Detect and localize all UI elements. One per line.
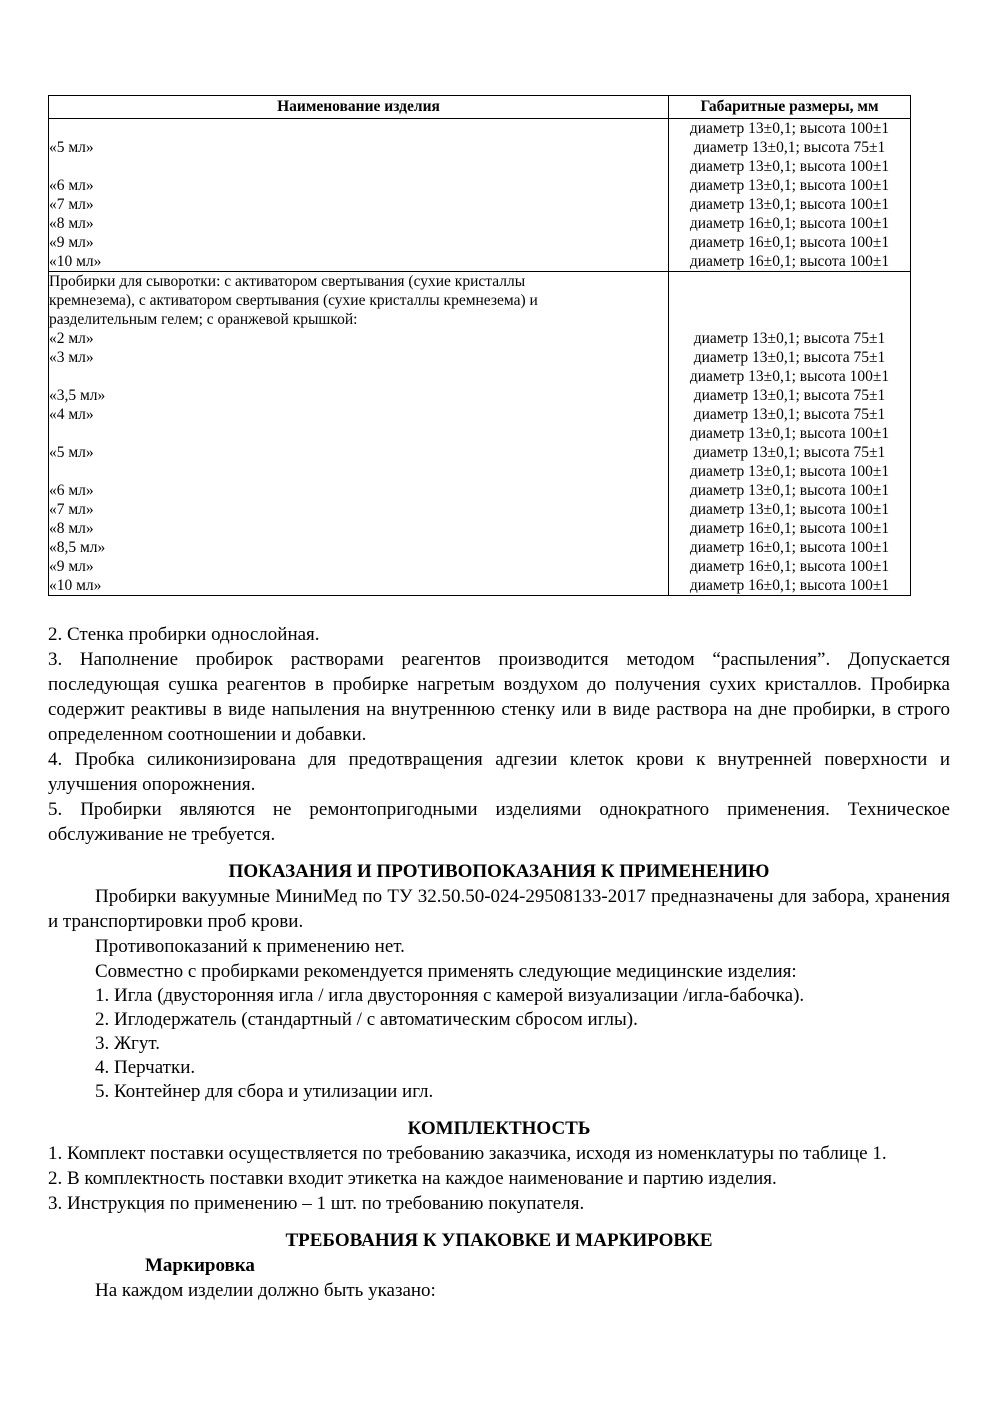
dimensions-cell: диаметр 13±0,1; высота 100±1: [669, 481, 911, 500]
dimensions-cell: диаметр 13±0,1; высота 75±1: [669, 348, 911, 367]
table-row: [49, 557, 911, 576]
dimensions-cell: диаметр 13±0,1; высота 75±1: [669, 386, 911, 405]
dimensions-cell: диаметр 13±0,1; высота 75±1: [669, 329, 911, 348]
product-name-cell: «8 мл»: [49, 215, 94, 232]
indications-paragraph-3: Совместно с пробирками рекомендуется применять следующие медицинские изделия:: [95, 961, 797, 982]
packaging-heading: ТРЕБОВАНИЯ К УПАКОВКЕ И МАРКИРОВКЕ: [285, 1230, 713, 1251]
product-name-cell: «3 мл»: [49, 349, 94, 366]
recommended-devices-list: [95, 984, 950, 1104]
list-item: 5. Контейнер для сбора и утилизации игл.: [95, 1081, 434, 1102]
paragraph-item-2: 2. Стенка пробирки однослойная.: [48, 624, 320, 645]
product-name-cell: «10 мл»: [49, 253, 102, 270]
dimensions-cell: диаметр 16±0,1; высота 100±1: [669, 538, 911, 557]
dimensions-cell: диаметр 16±0,1; высота 100±1: [669, 557, 911, 576]
table-row: [49, 214, 911, 233]
product-name-cell: «6 мл»: [49, 177, 94, 194]
table-row: [49, 329, 911, 348]
product-name-header: Наименование изделия: [49, 96, 669, 119]
product-name-cell: «5 мл»: [49, 444, 94, 461]
product-name-cell: [49, 462, 669, 481]
list-item: 2. Иглодержатель (стандартный / с автоматическим сбросом иглы).: [95, 1009, 638, 1030]
completeness-item-2: 2. В комплектность поставки входит этикетка на каждое наименование и партию изделия.: [48, 1168, 777, 1189]
product-name-cell: «9 мл»: [49, 234, 94, 251]
list-item: 3. Жгут.: [95, 1033, 160, 1054]
dimensions-cell: диаметр 13±0,1; высота 75±1: [669, 405, 911, 424]
dimensions-cell: диаметр 13±0,1; высота 100±1: [669, 367, 911, 386]
serum-tubes-intro-cell: [49, 272, 669, 330]
product-name-cell: «4 мл»: [49, 406, 94, 423]
table-row: [49, 443, 911, 462]
product-spec-table: [48, 95, 911, 596]
table-row: [49, 252, 911, 272]
dimensions-cell: диаметр 13±0,1; высота 100±1: [669, 157, 911, 176]
marking-subheading: Маркировка: [145, 1255, 255, 1276]
table-row: [49, 367, 911, 386]
product-name-cell: «8 мл»: [49, 520, 94, 537]
indications-paragraph-1: Пробирки вакуумные МиниМед по ТУ 32.50.50-024-29508133-2017 предназначены для забора, хранения и транспортировки проб крови.: [48, 886, 950, 932]
product-name-cell: «5 мл»: [49, 139, 94, 156]
table-row: [49, 519, 911, 538]
table-row: [49, 500, 911, 519]
dimensions-cell: диаметр 16±0,1; высота 100±1: [669, 576, 911, 596]
dimensions-cell: диаметр 16±0,1; высота 100±1: [669, 233, 911, 252]
product-name-cell: [49, 424, 669, 443]
dimensions-cell: диаметр 13±0,1; высота 100±1: [669, 500, 911, 519]
table-row: [49, 386, 911, 405]
table-row: [49, 176, 911, 195]
dimensions-cell: диаметр 13±0,1; высота 75±1: [669, 443, 911, 462]
table-row: [49, 138, 911, 157]
document-body: [48, 622, 950, 1303]
dimensions-cell: диаметр 16±0,1; высота 100±1: [669, 252, 911, 272]
table-row: [49, 157, 911, 176]
product-name-cell: «7 мл»: [49, 196, 94, 213]
dimensions-cell: диаметр 13±0,1; высота 100±1: [669, 119, 911, 139]
product-name-cell: «6 мл»: [49, 482, 94, 499]
dimensions-cell: диаметр 13±0,1; высота 100±1: [669, 462, 911, 481]
list-item: 1. Игла (двусторонняя игла / игла двусторонняя с камерой визуализации /игла-бабочка).: [95, 985, 805, 1006]
completeness-heading: КОМПЛЕКТНОСТЬ: [407, 1118, 591, 1139]
serum-tubes-intro-row: [49, 272, 911, 330]
indications-paragraph-2: Противопоказаний к применению нет.: [95, 936, 405, 957]
product-name-cell: [49, 157, 669, 176]
table-row: [49, 462, 911, 481]
table-row: [49, 481, 911, 500]
dimensions-cell: диаметр 13±0,1; высота 100±1: [669, 195, 911, 214]
list-item: 4. Перчатки.: [95, 1057, 196, 1078]
product-name-cell: «2 мл»: [49, 330, 94, 347]
dimensions-cell: диаметр 13±0,1; высота 100±1: [669, 424, 911, 443]
dimensions-cell: диаметр 13±0,1; высота 100±1: [669, 176, 911, 195]
serum-tubes-intro-text: Пробирки для сыворотки: с активатором свертывания (сухие кристаллы кремнезема), с активатором свертывания (сухие кристаллы кремнезема) и разделительным гелем; с оранжевой крышкой:: [49, 273, 538, 328]
product-name-cell: «3,5 мл»: [49, 387, 106, 404]
completeness-item-1: 1. Комплект поставки осуществляется по требованию заказчика, исходя из номенклатуры по таблице 1.: [48, 1143, 887, 1164]
product-name-cell: «7 мл»: [49, 501, 94, 518]
product-name-cell: [49, 367, 669, 386]
paragraph-item-5: 5. Пробирки являются не ремонтопригодными изделиями однократного применения. Техническое обслуживание не требуется.: [48, 799, 950, 845]
product-name-cell: «10 мл»: [49, 577, 102, 594]
table-row: [49, 405, 911, 424]
table-row: [49, 119, 911, 139]
table-row: [49, 348, 911, 367]
table-row: [49, 424, 911, 443]
table-row: [49, 195, 911, 214]
product-name-cell: «8,5 мл»: [49, 539, 106, 556]
table-row: [49, 233, 911, 252]
dimensions-header: Габаритные размеры, мм: [669, 96, 911, 119]
paragraph-item-3: 3. Наполнение пробирок растворами реагентов производится методом “распыления”. Допускается последующая сушка реагентов в пробирке нагретым воздухом до получения сухих кристаллов. Пробирка содержит реактивы в виде напыления на внутреннюю стенку или в виде раствора на дне пробирки, в строго определенном соотношении и добавки.: [48, 649, 950, 745]
table-row: [49, 576, 911, 596]
marking-paragraph-1: На каждом изделии должно быть указано:: [95, 1280, 436, 1301]
table-row: [49, 538, 911, 557]
table-header-row: [49, 96, 911, 119]
completeness-item-3: 3. Инструкция по применению – 1 шт. по требованию покупателя.: [48, 1193, 585, 1214]
dimensions-cell: диаметр 16±0,1; высота 100±1: [669, 214, 911, 233]
product-name-cell: [49, 119, 669, 139]
paragraph-item-4: 4. Пробка силиконизирована для предотвращения адгезии клеток крови к внутренней поверхности и улучшения опорожнения.: [48, 749, 950, 795]
product-name-cell: «9 мл»: [49, 558, 94, 575]
dimensions-cell: [669, 272, 911, 330]
dimensions-cell: диаметр 13±0,1; высота 75±1: [669, 138, 911, 157]
dimensions-cell: диаметр 16±0,1; высота 100±1: [669, 519, 911, 538]
indications-heading: ПОКАЗАНИЯ И ПРОТИВОПОКАЗАНИЯ К ПРИМЕНЕНИЮ: [228, 861, 770, 882]
